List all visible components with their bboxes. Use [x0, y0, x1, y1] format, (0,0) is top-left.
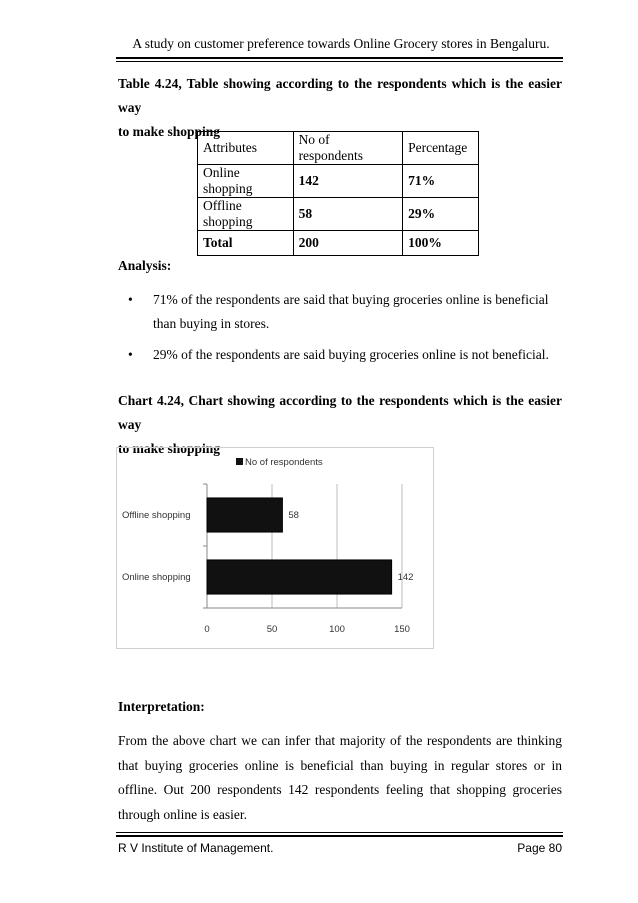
- data-label: 142: [397, 572, 414, 583]
- header-no-of-respondents: No of respondents: [293, 132, 403, 165]
- row-online-percentage: 71%: [403, 165, 479, 198]
- row-offline-attribute: Offline shopping: [198, 198, 294, 231]
- x-tick-label: 0: [204, 624, 210, 635]
- analysis-heading: Analysis:: [118, 258, 172, 273]
- legend-label: No of respondents: [245, 457, 323, 468]
- header-rule-thin: [116, 61, 563, 62]
- running-header: A study on customer preference towards Online Grocery stores in Bengaluru.: [132, 36, 550, 51]
- category-label: Online shopping: [122, 572, 191, 583]
- bar: [207, 560, 392, 594]
- row-total-attribute: Total: [198, 231, 294, 256]
- row-total-percentage: 100%: [403, 231, 479, 256]
- bar: [207, 498, 282, 532]
- legend-swatch: [236, 458, 243, 465]
- analysis-list: [128, 288, 562, 374]
- header-rule: [116, 57, 563, 59]
- respondents-table: [197, 131, 479, 256]
- footer-rule-thin: [116, 832, 563, 833]
- analysis-bullet-2: • 29% of the respondents are said buying groceries online is not beneficial.: [128, 343, 562, 367]
- chart-caption-line-1: Chart 4.24, Chart showing according to the respondents which is the easier way: [118, 393, 562, 432]
- bar-chart: [116, 447, 434, 649]
- header-percentage: Percentage: [403, 132, 479, 165]
- bar-chart-svg: [117, 448, 435, 650]
- header-attributes: Attributes: [198, 132, 294, 165]
- row-offline-percentage: 29%: [403, 198, 479, 231]
- table-row: [198, 165, 479, 198]
- x-tick-label: 50: [266, 624, 278, 635]
- interpretation-paragraph: From the above chart we can infer that majority of the respondents are thinking that buying groceries online is beneficial than buying in regular stores or in offline. Out 200 respondents 142 respondents feeling that shopping groceries through online is easier.: [118, 733, 562, 822]
- footer-page-number: Page 80: [517, 841, 562, 855]
- row-online-attribute: Online shopping: [198, 165, 294, 198]
- table-caption-line-2: to make shopping: [118, 124, 221, 139]
- analysis-bullet-1: • 71% of the respondents are said that buying groceries online is beneficial than buying in stores.: [128, 288, 562, 336]
- table-row: [198, 198, 479, 231]
- interpretation-heading: Interpretation:: [118, 699, 205, 714]
- row-offline-count: 58: [293, 198, 403, 231]
- row-total-count: 200: [293, 231, 403, 256]
- table-header-row: [198, 132, 479, 165]
- table-caption-line-1: Table 4.24, Table showing according to the respondents which is the easier way: [118, 76, 562, 115]
- category-label: Offline shopping: [122, 510, 191, 521]
- row-online-count: 142: [293, 165, 403, 198]
- data-label: 58: [288, 510, 299, 521]
- x-tick-label: 150: [394, 624, 410, 635]
- chart-caption-line-2: to make shopping: [118, 441, 221, 456]
- footer-rule: [116, 835, 563, 837]
- footer-institute: R V Institute of Management.: [118, 841, 274, 855]
- table-row: [198, 231, 479, 256]
- x-tick-label: 100: [329, 624, 345, 635]
